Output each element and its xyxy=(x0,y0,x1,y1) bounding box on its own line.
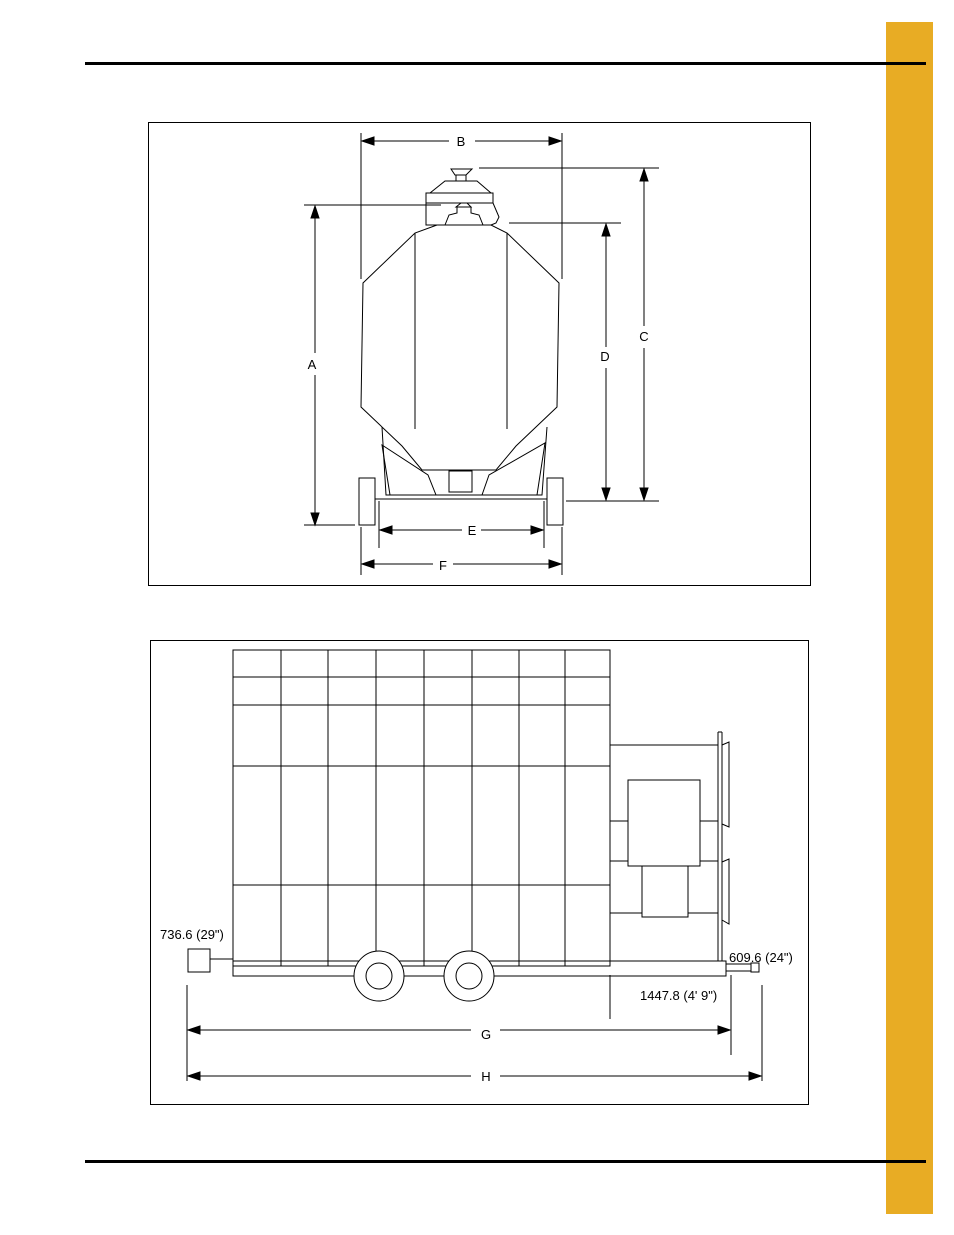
hitch-dimension: 736.6 (29") xyxy=(160,927,224,942)
offset-dimension: 1447.8 (4' 9") xyxy=(640,988,718,1003)
chapter-tab xyxy=(886,22,933,1214)
dimension-label-c: C xyxy=(639,329,649,344)
dimension-label-b: B xyxy=(456,134,466,149)
side-view-panel xyxy=(150,640,809,1105)
dimension-label-e: E xyxy=(467,523,477,538)
footer-rule xyxy=(85,1160,926,1163)
dimension-label-d: D xyxy=(600,349,610,364)
front-view-drawing xyxy=(149,123,810,585)
side-view-drawing xyxy=(151,641,808,1104)
header-rule xyxy=(85,62,926,65)
dimension-label-g: G xyxy=(480,1027,492,1042)
rear-dimension: 609.6 (24") xyxy=(729,950,793,965)
front-view-panel xyxy=(148,122,811,586)
dimension-label-a: A xyxy=(307,357,317,372)
dimension-label-f: F xyxy=(439,558,447,573)
dimension-label-h: H xyxy=(481,1069,491,1084)
